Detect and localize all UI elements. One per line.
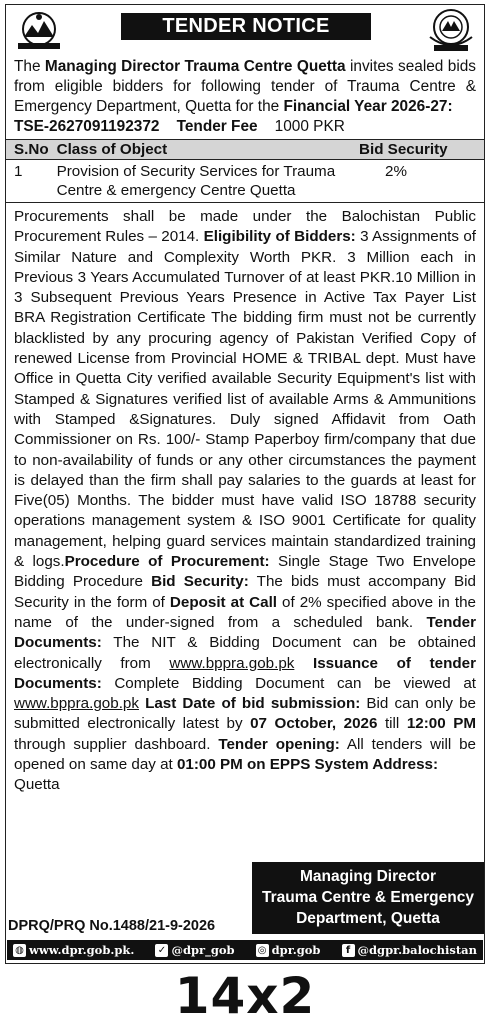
- column-header-class: Class of Object: [53, 140, 355, 160]
- tender-table: [6, 139, 484, 203]
- cell-sno: 1: [6, 160, 53, 203]
- heading-tender-opening: Tender opening:: [218, 735, 340, 753]
- body-text: Procurements shall be made under the Balochistan Public Procurement Rules – 2014.: [14, 208, 476, 246]
- tender-fee-value: 1000 PKR: [274, 118, 345, 135]
- facebook-icon: f: [342, 944, 355, 957]
- signatory-line: Managing Director: [299, 868, 437, 885]
- heading-eligibility: Eligibility of Bidders:: [203, 228, 356, 246]
- trauma-centre-logo-icon: [12, 11, 66, 51]
- dprq-number: DPRQ/PRQ No.1488/21-9-2026: [8, 918, 216, 934]
- instagram-icon: ◎: [256, 944, 269, 957]
- tender-notice-frame: [5, 4, 485, 964]
- footer-instagram[interactable]: [256, 943, 321, 957]
- body-text: of 2% specified above in the name of the under-signed from a scheduled bank.: [14, 593, 476, 631]
- tse-number: TSE-2627091192372: [14, 118, 160, 135]
- opening-time-address: 01:00 PM on EPPS System Address:: [176, 756, 439, 774]
- body-text: Complete Bidding Document can be viewed at: [101, 674, 476, 692]
- column-header-sno: S.No: [6, 140, 53, 160]
- submission-date: 07 October, 2026: [250, 715, 378, 733]
- intro-text: invites sealed bids from eligible bidders for following tender of Trauma Centre & Emergency Department, Quetta for the: [14, 58, 476, 115]
- body-text: 3 Assignments of Similar Nature and Complexity Worth PKR. 3 Million each in Previous 3 Years Accumulated Turnover of at least PKR.10 Million in 3 Subsequent Previous Years Presence in Active Tax Payer List BRA Registration Certificate The bidding firm must not be currently blacklisted by any procuring agency of Pakistan Verified Copy of renewed License from Provincial HOME & TRIBAL dept. Must have Office in Quetta City verified available Security Equipment's list with Stamped & Signatures verified list of available Arms & Ammunitions with Stamped &Signatures. Duly signed Affidavit from Oath Commissioner on Rs. 100/- Stamp Paperboy firm/company that due to non-availability of funds or any other circumstances the payment is delayed than the firm shall pay salaries to the guards at least for Five(05) Months. The bidder must have valid ISO 18788 security operations management system & ISO 9001 Certificate for quality management, helping guard services maintain standardized training & logs.: [14, 228, 476, 571]
- heading-bid-security: Bid Security:: [151, 573, 249, 591]
- footer-facebook-text: @dgpr.balochistan: [357, 943, 477, 957]
- body-text: Single Stage Two Envelope Bidding Procedure: [14, 553, 477, 591]
- body-text: All tenders will be opened on same day at: [14, 735, 477, 774]
- footer-bar: [7, 940, 483, 960]
- body-text: The NIT & Bidding Document can be obtained electronically from: [14, 634, 476, 672]
- footer-instagram-text: dpr.gob: [271, 943, 321, 957]
- intro-paragraph: [6, 57, 484, 137]
- footer-twitter[interactable]: [155, 943, 234, 957]
- signatory-line: Department, Quetta: [296, 910, 440, 927]
- footer-web[interactable]: [13, 943, 134, 957]
- footer-facebook[interactable]: [342, 943, 478, 957]
- footer-web-text: www.dpr.gob.pk.: [29, 943, 135, 957]
- government-seal-icon: [424, 7, 478, 53]
- tender-body: [6, 203, 484, 796]
- bppra-link[interactable]: www.bppra.gob.pk: [14, 695, 139, 713]
- heading-procedure: Procedure of Procurement:: [64, 553, 270, 571]
- table-row: [6, 160, 484, 203]
- signatory-box: [252, 862, 484, 934]
- submission-time: 12:00 PM: [406, 715, 476, 733]
- financial-year: Financial Year 2026-27:: [283, 98, 453, 115]
- bppra-link[interactable]: www.bppra.gob.pk: [169, 654, 295, 672]
- page-title: TENDER NOTICE: [121, 13, 371, 40]
- body-text: through supplier dashboard.: [14, 735, 219, 753]
- deposit-at-call: Deposit at Call: [169, 593, 278, 611]
- body-text: till: [377, 715, 407, 733]
- body-text: Quetta: [14, 776, 60, 794]
- intro-text: The: [14, 58, 45, 75]
- signatory-line: Trauma Centre & Emergency: [262, 889, 474, 906]
- header: [6, 5, 484, 53]
- heading-last-date: Last Date of bid submission:: [145, 695, 361, 713]
- heading-tender-documents: Tender Documents:: [14, 613, 476, 652]
- organization-name: Managing Director Trauma Centre Quetta: [44, 58, 346, 75]
- body-text: Bid can only be submitted electronically latest by: [14, 695, 476, 733]
- cell-bid-security: 2%: [355, 160, 484, 203]
- body-text: [294, 655, 313, 672]
- tender-fee-label: Tender Fee: [176, 118, 258, 135]
- globe-icon: ◍: [13, 944, 26, 957]
- body-text: The bids must accompany Bid Security in the form of: [14, 573, 476, 611]
- ad-size-label: 14x2: [174, 967, 316, 1025]
- twitter-icon: ✓: [155, 944, 168, 957]
- table-header-row: [6, 140, 484, 160]
- column-header-bid-security: Bid Security: [355, 140, 484, 160]
- footer-twitter-text: @dpr_gob: [171, 943, 235, 957]
- cell-object: Provision of Security Services for Trauma Centre & emergency Centre Quetta: [53, 160, 355, 203]
- heading-issuance: Issuance of tender Documents:: [14, 654, 476, 692]
